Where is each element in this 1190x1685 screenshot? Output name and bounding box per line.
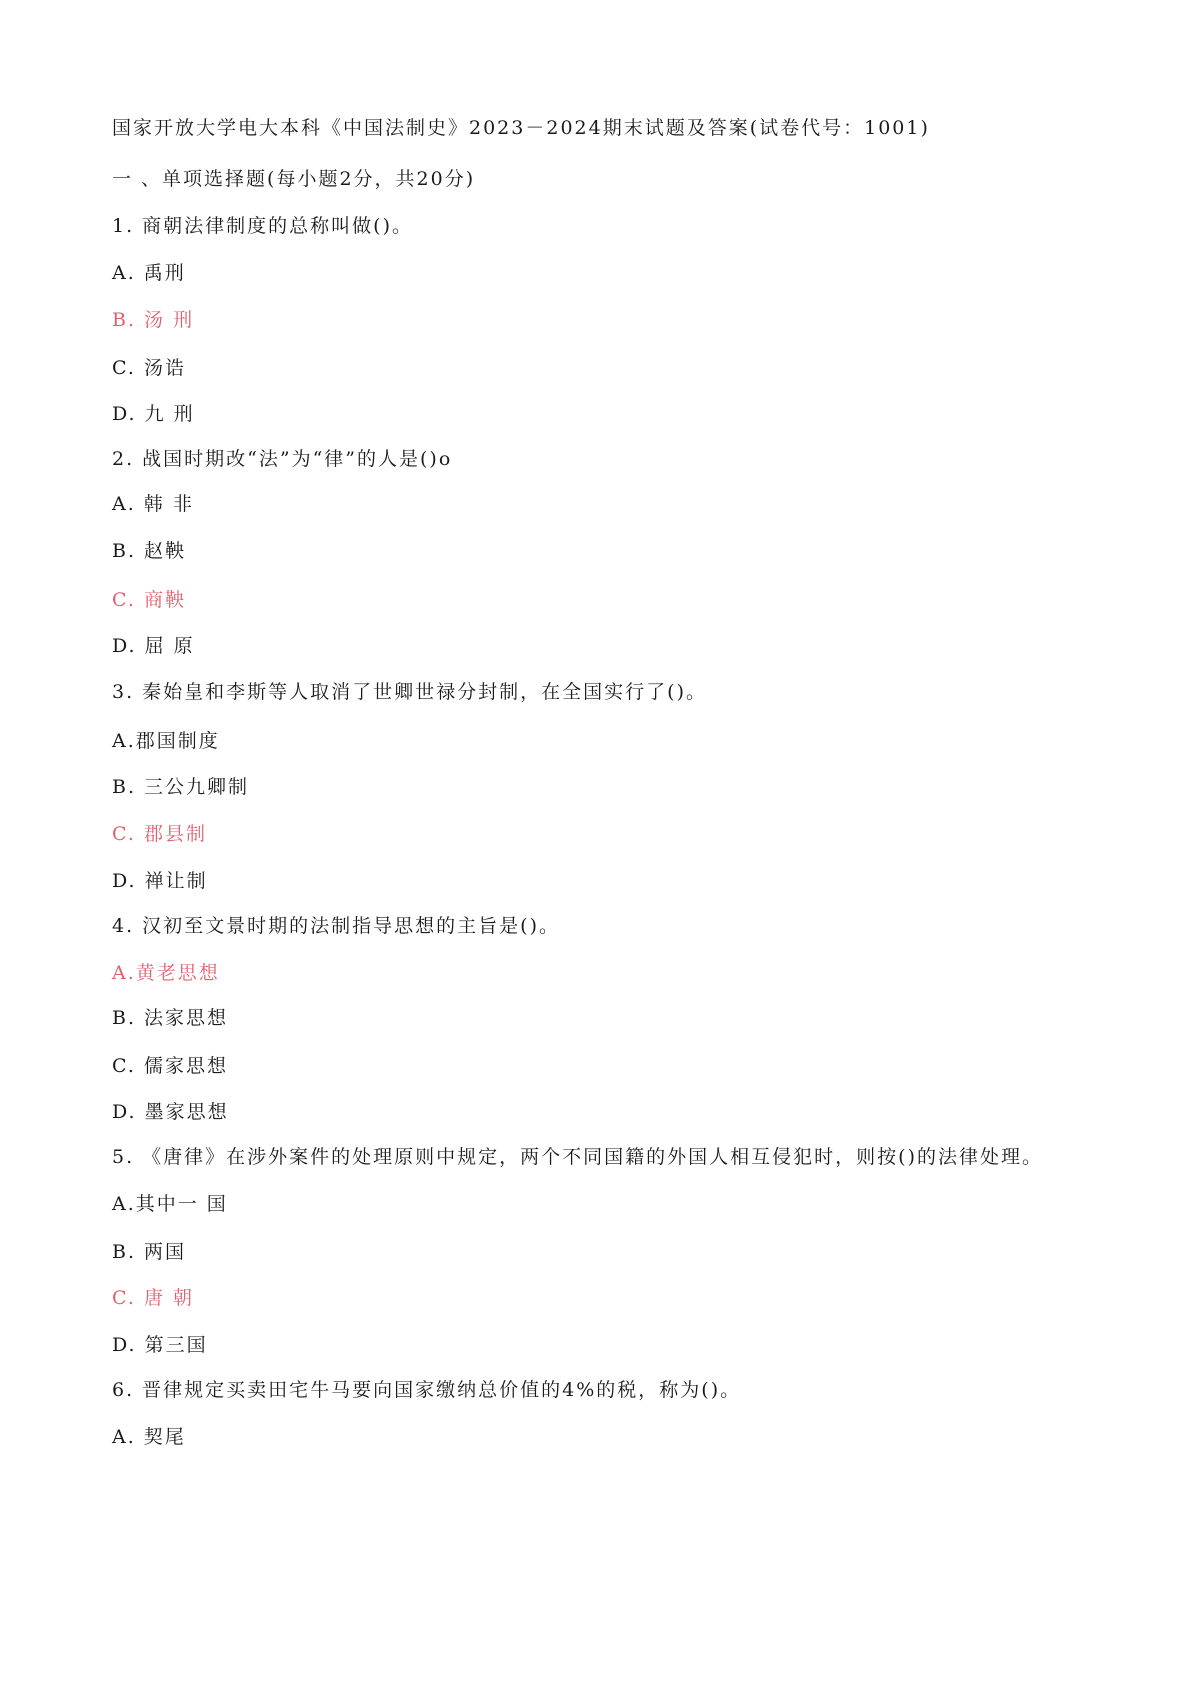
option-d: D. 第三国 — [112, 1334, 208, 1356]
section-heading: 一 、单项选择题(每小题2分，共20分) — [112, 168, 476, 190]
option-b: B. 法家思想 — [112, 1007, 229, 1029]
option-c-answer: C. 唐 朝 — [112, 1287, 194, 1309]
option-a-answer: A.黄老思想 — [112, 962, 220, 984]
question-stem: 1. 商朝法律制度的总称叫做()。 — [112, 215, 413, 237]
option-b: B. 两国 — [112, 1241, 187, 1263]
option-a: A.其中一 国 — [112, 1193, 228, 1215]
option-a: A. 契尾 — [112, 1426, 186, 1448]
option-d: D. 墨家思想 — [112, 1101, 229, 1123]
option-a: A.郡国制度 — [112, 730, 220, 752]
option-b: B. 三公九卿制 — [112, 776, 250, 798]
option-d: D. 禅让制 — [112, 870, 208, 892]
option-b-answer: B. 汤 刑 — [112, 309, 195, 331]
question-stem: 3. 秦始皇和李斯等人取消了世卿世禄分封制，在全国实行了()。 — [112, 681, 707, 703]
option-c-answer: C. 商鞅 — [112, 589, 186, 611]
option-c: C. 儒家思想 — [112, 1055, 228, 1077]
option-a: A. 韩 非 — [112, 493, 194, 515]
question-stem: 5. 《唐律》在涉外案件的处理原则中规定，两个不同国籍的外国人相互侵犯时，则按()的法律处理。 — [112, 1146, 1043, 1168]
option-b: B. 赵鞅 — [112, 540, 187, 562]
question-stem: 4. 汉初至文景时期的法制指导思想的主旨是()。 — [112, 915, 560, 937]
option-a: A. 禹刑 — [112, 262, 186, 284]
option-c-answer: C. 郡县制 — [112, 823, 207, 845]
question-stem: 6. 晋律规定买卖田宅牛马要向国家缴纳总价值的4%的税，称为()。 — [112, 1379, 742, 1401]
option-c: C. 汤诰 — [112, 357, 186, 379]
option-d: D. 九 刑 — [112, 403, 195, 425]
question-stem: 2. 战国时期改“法”为“律”的人是()o — [112, 448, 453, 470]
document-title: 国家开放大学电大本科《中国法制史》2023－2024期末试题及答案(试卷代号：1001) — [112, 117, 930, 139]
option-d: D. 屈 原 — [112, 635, 195, 657]
